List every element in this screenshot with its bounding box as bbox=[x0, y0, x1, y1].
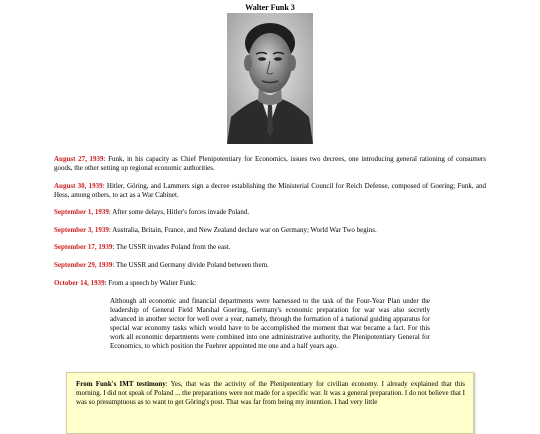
timeline-entry bbox=[54, 182, 486, 200]
entry-text: : Australia, Britain, France, and New Zealand declare war on Germany; World War Two begins. bbox=[108, 226, 377, 234]
entry-date: August 30, 1939 bbox=[54, 182, 103, 190]
timeline-entry bbox=[54, 155, 486, 173]
timeline-entry bbox=[54, 261, 486, 270]
entry-date: October 14, 1939 bbox=[54, 279, 105, 287]
testimony-text bbox=[76, 380, 465, 407]
testimony-body: : Yes, that was the activity of the Plenipotentiary for civilian economy. I already explained that this morning. I did not speak of Poland ... the preparations were not made for a specific war. It was a general preparation. I do not believe that I was so presumptuous as to want to get Göring's post. That was far from being my intention. I had very little bbox=[76, 380, 466, 406]
testimony-label: From Funk's IMT testimony bbox=[76, 380, 166, 388]
testimony-box bbox=[66, 372, 474, 434]
entry-text: : From a speech by Walter Funk: bbox=[104, 279, 197, 287]
timeline-entry bbox=[54, 208, 486, 217]
timeline-entry bbox=[54, 226, 486, 235]
entry-date: September 3, 1939 bbox=[54, 226, 109, 234]
speech-quote: Although all economic and financial departments were harnessed to the task of the Four-Year Plan under the leadership of General Field Marshal Goering, Germany's economic preparation for war was also secretly advanced in another sector for well over a year, namely, through the formation of a national guiding apparatus for special war economy tasks which would have to be accomplished the moment that war became a fact. For this work all economic departments were combined into one administrative authority, the Plenipotentiary General for Economics, to which position the Fuehrer appointed me one and a half years ago. bbox=[110, 297, 430, 350]
entry-date: September 1, 1939 bbox=[54, 208, 109, 216]
entry-date: August 27, 1939 bbox=[54, 155, 104, 163]
entry-text: : The USSR invades Poland from the east. bbox=[112, 243, 231, 251]
entry-text: : Hitler, Göring, and Lammers sign a decree establishing the Ministerial Council for Reich Defense, composed of Goering; Funk, and Hess, among others, to act as a War Cabinet. bbox=[54, 182, 486, 199]
entry-date: September 17, 1939 bbox=[54, 243, 113, 251]
portrait-photo bbox=[227, 13, 313, 144]
timeline-entry bbox=[54, 243, 486, 252]
timeline-entry bbox=[54, 279, 486, 288]
entry-text: : After some delays, Hitler's forces invade Poland. bbox=[108, 208, 250, 216]
entry-text: : Funk, in his capacity as Chief Plenipotentiary for Economics, issues two decrees, one introducing general rationing of consumers goods, the other setting up regional economic authorities. bbox=[54, 155, 486, 172]
entry-text: : The USSR and Germany divide Poland between them. bbox=[112, 261, 269, 269]
page-title: Walter Funk 3 bbox=[245, 3, 295, 12]
entry-date: September 29, 1939 bbox=[54, 261, 113, 269]
